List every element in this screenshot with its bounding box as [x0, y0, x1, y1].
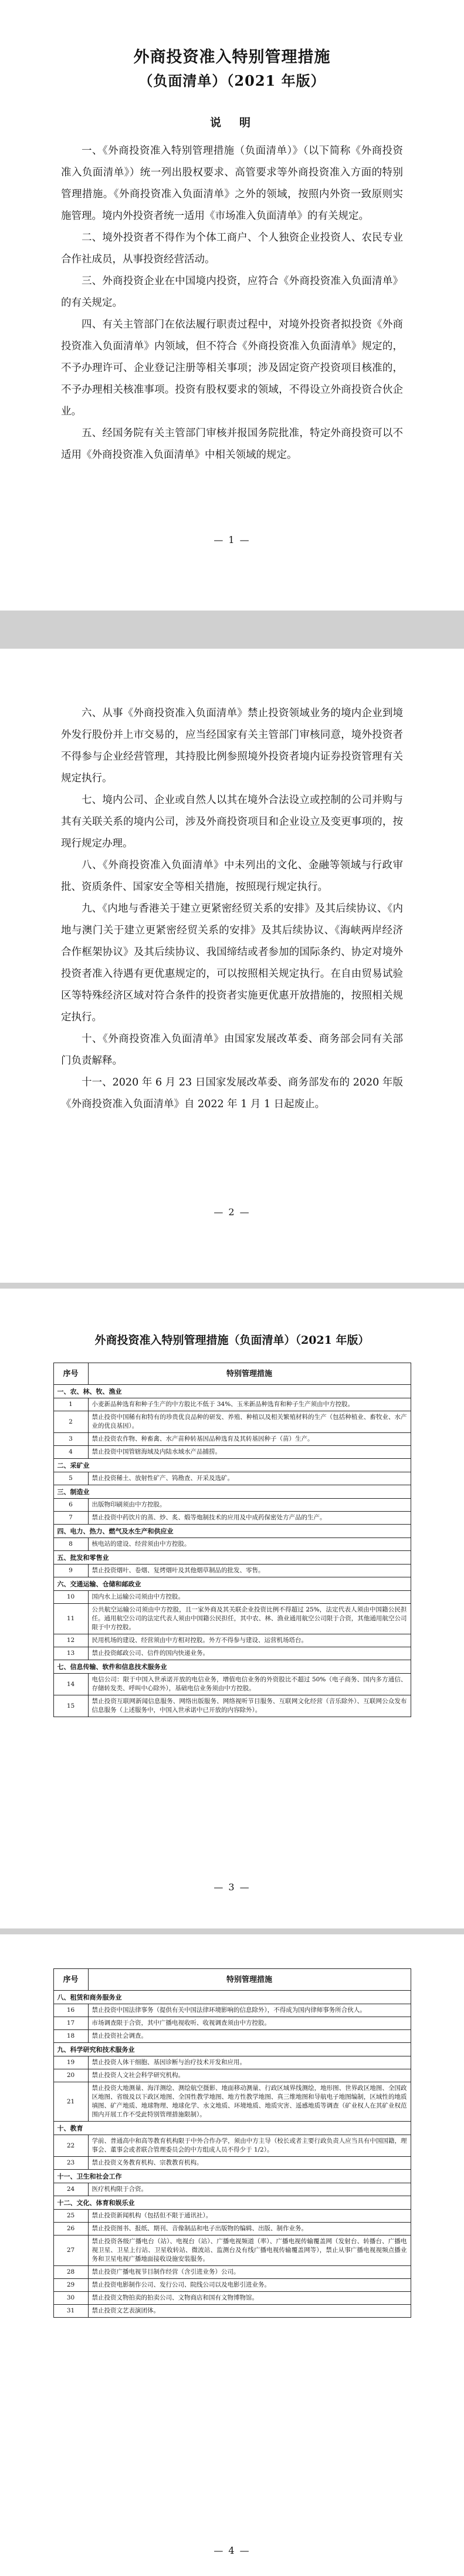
measure-text: 禁止投资图书、报纸、期刊、音像制品和电子出版物的编辑、出版、制作业务。: [88, 2223, 411, 2236]
row-number: 11: [53, 1604, 88, 1634]
measure-text: 禁止投资农作物、种畜禽、水产苗种转基因品种选育及其转基因种子（苗）生产。: [88, 1433, 411, 1446]
table-row: [53, 2135, 411, 2157]
table-row: [53, 1674, 411, 1695]
measure-text: 禁止投资大地测量、海洋测绘、测绘航空摄影、地面移动测量、行政区域界线测绘，地形图、世界政区地图、全国政区地图、省级及以下政区地图、全国性教学地图、地方性教学地图、真三维地图和导航电子地图编制，区域性的地质填图、矿产地质、地球物理、地球化学、水文地质、环境地质、地质灾害、遥感地质等调查（矿业权人在其矿业权范围内开展工作不受此特别管理措施限制）。: [88, 2082, 411, 2122]
table-row: [53, 1695, 411, 1717]
row-number: 1: [53, 1398, 88, 1411]
row-number: 19: [53, 2056, 88, 2069]
category-label: 七、信息传输、软件和信息技术服务业: [53, 1660, 411, 1674]
measure-text: 禁止投资义务教育机构、宗教教育机构。: [88, 2157, 411, 2170]
category-label: 四、电力、热力、燃气及水生产和供应业: [53, 1525, 411, 1538]
row-number: 13: [53, 1647, 88, 1660]
paragraph: 九、《内地与香港关于建立更紧密经贸关系的安排》及其后续协议、《内地与澳门关于建立更紧密经贸关系的安排》及其后续协议、《海峡两岸经济合作框架协议》及其后续协议、我国缔结或者参加的国际条约、协定对境外投资者准入待遇有更优惠规定的，可以按照相关规定执行。在自由贸易试验区等特殊经济区域对符合条件的投资者实施更优惠开放措施的，按照相关规定执行。: [61, 903, 403, 1023]
category-label: 一、农、林、牧、渔业: [53, 1385, 411, 1398]
category-label: 十二、文化、体育和娱乐业: [53, 2196, 411, 2210]
document-page-1: [0, 0, 464, 611]
table-row: [53, 1647, 411, 1660]
row-number: 17: [53, 2017, 88, 2030]
table-row: [53, 1499, 411, 1512]
table-row: [53, 2305, 411, 2318]
category-row: [53, 1577, 411, 1591]
table-row: [53, 2210, 411, 2223]
document-page-2: [0, 649, 464, 1283]
row-number: 23: [53, 2157, 88, 2170]
column-header-number: 序号: [53, 1969, 88, 1991]
table-row: [53, 1512, 411, 1525]
negative-list-table: [53, 1363, 411, 1717]
paragraph: 一、《外商投资准入特别管理措施（负面清单）》（以下简称《外商投资准入负面清单》）统一列出股权要求、高管要求等外商投资准入方面的特别管理措施。《外商投资准入负面清单》之外的领域，按照内外资一致原则实施管理。境内外投资者统一适用《市场准入负面清单》的有关规定。: [61, 145, 403, 222]
row-number: 15: [53, 1695, 88, 1717]
table-row: [53, 1433, 411, 1446]
paragraph: 四、有关主管部门在依法履行职责过程中，对境外投资者拟投资《外商投资准入负面清单》内领域，但不符合《外商投资准入负面清单》规定的，不予办理许可、企业登记注册等相关事项；涉及固定资产投资项目核准的，不予办理相关核准事项。投资有股权要求的领域，不得设立外商投资合伙企业。: [61, 319, 403, 417]
table-body: [53, 1991, 411, 2318]
row-number: 27: [53, 2236, 88, 2266]
paragraph: 六、从事《外商投资准入负面清单》禁止投资领域业务的境内企业到境外发行股份并上市交易的，应当经国家有关主管部门审核同意，境外投资者不得参与企业经营管理，其持股比例参照境外投资者境内证券投资管理有关规定执行。: [61, 707, 403, 784]
row-number: 22: [53, 2135, 88, 2157]
row-number: 9: [53, 1565, 88, 1577]
category-row: [53, 1991, 411, 2004]
category-label: 九、科学研究和技术服务业: [53, 2043, 411, 2056]
column-header-measure: 特别管理措施: [88, 1363, 411, 1385]
category-label: 六、交通运输、仓储和邮政业: [53, 1577, 411, 1591]
category-row: [53, 1485, 411, 1499]
page-number: — 1 —: [214, 534, 250, 545]
measure-text: 禁止投资烟叶、卷烟、复烤烟叶及其他烟草制品的批发、零售。: [88, 1565, 411, 1577]
category-row: [53, 2122, 411, 2135]
row-number: 30: [53, 2292, 88, 2305]
table-row: [53, 2236, 411, 2266]
document-title: 外商投资准入特别管理措施: [133, 48, 331, 66]
measure-text: 禁止投资人文社会科学研究机构。: [88, 2069, 411, 2082]
paragraph: 三、外商投资企业在中国境内投资，应符合《外商投资准入负面清单》的有关规定。: [61, 275, 403, 309]
measure-text: 禁止投资广播电视节目制作经营（含引进业务）公司。: [88, 2266, 411, 2279]
row-number: 16: [53, 2004, 88, 2017]
row-number: 20: [53, 2069, 88, 2082]
column-header-measure: 特别管理措施: [88, 1969, 411, 1991]
category-label: 十、教育: [53, 2122, 411, 2135]
row-number: 31: [53, 2305, 88, 2318]
category-label: 五、批发和零售业: [53, 1551, 411, 1565]
document-subtitle: （负面清单）（2021 年版）: [138, 72, 326, 89]
table-row: [53, 1591, 411, 1604]
row-number: 26: [53, 2223, 88, 2236]
page-number: — 3 —: [214, 1882, 250, 1893]
category-row: [53, 1551, 411, 1565]
table-row: [53, 1538, 411, 1551]
measure-text: 禁止投资电影制作公司、发行公司、院线公司以及电影引进业务。: [88, 2279, 411, 2292]
section-heading: 说 明: [209, 116, 254, 129]
table-row: [53, 1472, 411, 1485]
row-number: 29: [53, 2279, 88, 2292]
row-number: 24: [53, 2183, 88, 2196]
measure-text: 禁止投资稀土、放射性矿产、钨勘查、开采及选矿。: [88, 1472, 411, 1485]
category-row: [53, 2196, 411, 2210]
table-row: [53, 2030, 411, 2043]
table-row: [53, 1446, 411, 1459]
row-number: 14: [53, 1674, 88, 1695]
table-row: [53, 2266, 411, 2279]
table-body: [53, 1385, 411, 1717]
table-row: [53, 2279, 411, 2292]
paragraph: 十一、2020 年 6 月 23 日国家发展改革委、商务部发布的 2020 年版《外商投资准入负面清单》自 2022 年 1 月 1 日起废止。: [61, 1077, 403, 1110]
measure-text: 核电站的建设、经营须由中方控股。: [88, 1538, 411, 1551]
column-header-number: 序号: [53, 1363, 88, 1385]
table-header-row: [53, 1363, 411, 1385]
measure-text: 禁止投资中国稀有和特有的珍贵优良品种的研发、养殖、种植以及相关繁殖材料的生产（包括种植业、畜牧业、水产业的优良基因）。: [88, 1411, 411, 1433]
category-row: [53, 1525, 411, 1538]
page-number: — 2 —: [214, 1206, 250, 1218]
row-number: 3: [53, 1433, 88, 1446]
document-page-3: [0, 1289, 464, 1928]
explanation-body: [0, 140, 464, 466]
measure-text: 禁止投资邮政公司、信件的国内快递业务。: [88, 1647, 411, 1660]
row-number: 7: [53, 1512, 88, 1525]
row-number: 8: [53, 1538, 88, 1551]
row-number: 10: [53, 1591, 88, 1604]
measure-text: 禁止投资互联网新闻信息服务、网络出版服务、网络视听节目服务、互联网文化经营（音乐除外）、互联网公众发布信息服务（上述服务中，中国入世承诺中已开放的内容除外）。: [88, 1695, 411, 1717]
measure-text: 医疗机构限于合资。: [88, 2183, 411, 2196]
measure-text: 小麦新品种选育和种子生产的中方股比不低于 34%、玉米新品种选育和种子生产须由中方控股。: [88, 1398, 411, 1411]
table-title: 外商投资准入特别管理措施（负面清单）（2021 年版）: [94, 1334, 370, 1347]
measure-text: 禁止投资中药饮片的蒸、炒、炙、煅等炮制技术的应用及中成药保密处方产品的生产。: [88, 1512, 411, 1525]
measure-text: 禁止投资新闻机构（包括但不限于通讯社）。: [88, 2210, 411, 2223]
category-label: 八、租赁和商务服务业: [53, 1991, 411, 2004]
category-label: 十一、卫生和社会工作: [53, 2170, 411, 2183]
paragraph: 七、境内公司、企业或自然人以其在境外合法设立或控制的公司并购与其有关联关系的境内公司，涉及外商投资项目和企业设立及变更事项的，按现行规定办理。: [61, 794, 403, 849]
measure-text: 出版物印刷须由中方控股。: [88, 1499, 411, 1512]
explanation-body-continued: [0, 703, 464, 1115]
category-row: [53, 1660, 411, 1674]
measure-text: 电信公司：限于中国入世承诺开放的电信业务，增值电信业务的外资股比不超过 50%（电子商务、国内多方通信、存储转发类、呼叫中心除外），基础电信业务须由中方控股。: [88, 1674, 411, 1695]
row-number: 4: [53, 1446, 88, 1459]
measure-text: 禁止投资文艺表演团体。: [88, 2305, 411, 2318]
measure-text: 民用机场的建设、经营须由中方相对控股。外方不得参与建设、运营机场塔台。: [88, 1634, 411, 1647]
table-row: [53, 2292, 411, 2305]
measure-text: 禁止投资文物拍卖的拍卖公司、文物商店和国有文物博物馆。: [88, 2292, 411, 2305]
negative-list-table-continued: [53, 1968, 411, 2318]
row-number: 5: [53, 1472, 88, 1485]
paragraph: 八、《外商投资准入负面清单》中未列出的文化、金融等领域与行政审批、资质条件、国家安全等相关措施，按照现行规定执行。: [61, 859, 403, 893]
measure-text: 禁止投资各级广播电台（站）、电视台（站）、广播电视频道（率）、广播电视传输覆盖网（发射台、转播台、广播电视卫星、卫星上行站、卫星收转站、微波站、监测台及有线广播电视传输覆盖网等），禁止从事广播电视视频点播业务和卫星电视广播地面接收设施安装服务。: [88, 2236, 411, 2266]
measure-text: 市场调查限于合资，其中广播电视收听、收视调查须由中方控股。: [88, 2017, 411, 2030]
table-header-row: [53, 1969, 411, 1991]
row-number: 25: [53, 2210, 88, 2223]
table-row: [53, 2223, 411, 2236]
paragraph: 五、经国务院有关主管部门审核并报国务院批准，特定外商投资可以不适用《外商投资准入负面清单》中相关领域的规定。: [61, 427, 403, 461]
table-row: [53, 2004, 411, 2017]
row-number: 2: [53, 1411, 88, 1433]
table-row: [53, 1398, 411, 1411]
measure-text: 禁止投资中国管辖海域及内陆水域水产品捕捞。: [88, 1446, 411, 1459]
measure-text: 禁止投资人体干细胞、基因诊断与治疗技术开发和应用。: [88, 2056, 411, 2069]
table-row: [53, 1565, 411, 1577]
table-row: [53, 2183, 411, 2196]
row-number: 21: [53, 2082, 88, 2122]
row-number: 28: [53, 2266, 88, 2279]
measure-text: 学前、普通高中和高等教育机构限于中外合作办学，须由中方主导（校长或者主要行政负责人应当具有中国国籍，理事会、董事会或者联合管理委员会的中方组成人员不得少于 1/2）。: [88, 2135, 411, 2157]
page-number: — 4 —: [214, 2545, 250, 2556]
category-label: 二、采矿业: [53, 1459, 411, 1472]
table-row: [53, 2157, 411, 2170]
measure-text: 公共航空运输公司须由中方控股，且一家外商及其关联企业投资比例不得超过 25%，法定代表人须由中国籍公民担任。通用航空公司的法定代表人须由中国籍公民担任，其中农、林、渔业通用航空公司限于合资，其他通用航空公司限于中方控股。: [88, 1604, 411, 1634]
row-number: 12: [53, 1634, 88, 1647]
table-row: [53, 2056, 411, 2069]
table-row: [53, 1634, 411, 1647]
category-row: [53, 1459, 411, 1472]
category-row: [53, 1385, 411, 1398]
document-page-4: [0, 1934, 464, 2576]
paragraph: 二、境外投资者不得作为个体工商户、个人独资企业投资人、农民专业合作社成员，从事投资经营活动。: [61, 232, 403, 265]
measure-text: 禁止投资社会调查。: [88, 2030, 411, 2043]
table-row: [53, 2082, 411, 2122]
table-row: [53, 1411, 411, 1433]
category-row: [53, 2170, 411, 2183]
row-number: 18: [53, 2030, 88, 2043]
table-row: [53, 2069, 411, 2082]
category-row: [53, 2043, 411, 2056]
paragraph: 十、《外商投资准入负面清单》由国家发展改革委、商务部会同有关部门负责解释。: [61, 1033, 403, 1067]
category-label: 三、制造业: [53, 1485, 411, 1499]
measure-text: 国内水上运输公司须由中方控股。: [88, 1591, 411, 1604]
table-row: [53, 1604, 411, 1634]
table-row: [53, 2017, 411, 2030]
measure-text: 禁止投资中国法律事务（提供有关中国法律环境影响的信息除外），不得成为国内律师事务所合伙人。: [88, 2004, 411, 2017]
row-number: 6: [53, 1499, 88, 1512]
